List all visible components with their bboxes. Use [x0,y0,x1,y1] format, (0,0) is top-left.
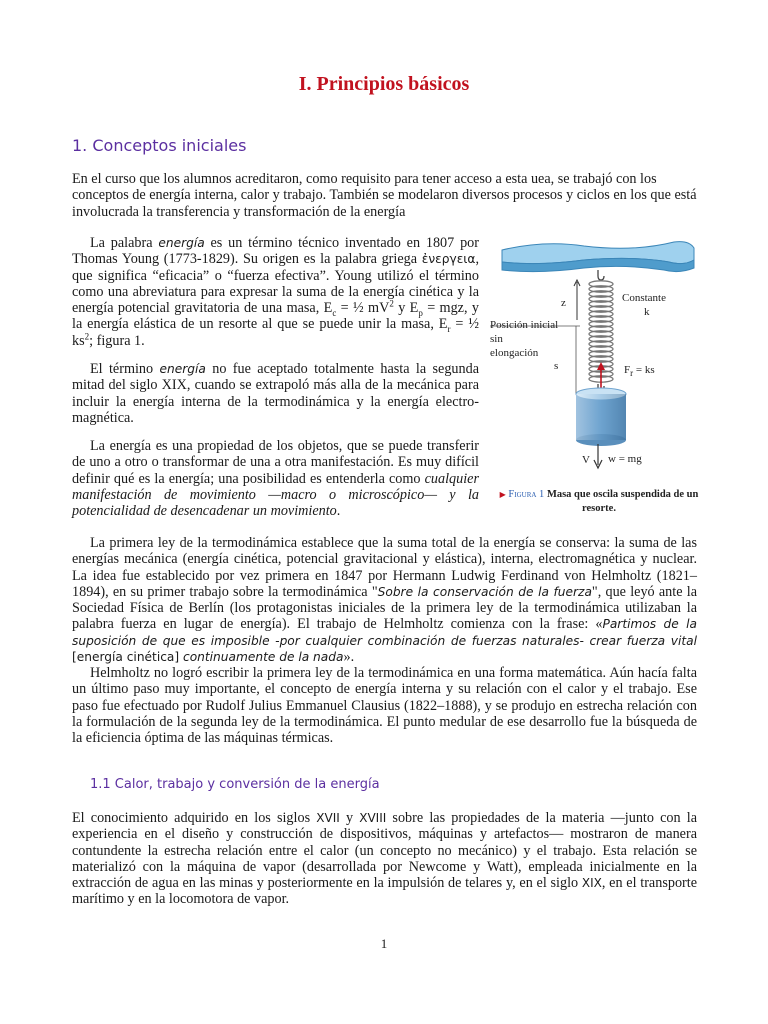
without-label: sin [490,333,503,345]
z-label: z [561,297,566,309]
subsection-heading: 1.1 Calor, trabajo y conversión de la energía [90,777,380,792]
page-number: 1 [380,936,388,951]
s-label: s [554,360,559,372]
initial-position-label: Posición inicial [490,319,559,331]
mass-cylinder [576,388,626,446]
paragraph-energy-word: La palabra energía es un término técnico inventado en 1807 por Thomas Young (1773-1829). Su origen es la palabra griega ἐνεργεια, que significa “eficacia” o “fuerza efectiva”. Young utilizó el término como una abreviatura para expresar la suma de la energía cinética y la energía potencial gravitatoria de una masa, $E_c$ = ½ $mV^2$ y $E_p$ = mgz, y la energía elástica de un resorte al que se puede unir la masa, $E_r$ = ½ $ks^2$; figura 1. [72,235,479,349]
elongation-label: elongación [490,347,539,359]
paragraph-first-law: La primera ley de la termodinámica establece que la suma total de la energía se conserva: la suma de las energías mecánica (energía cinética, potencial gravitacional y elástica), interna, electromagnética y nuclear. La idea fue establecido por vez primera en 1847 por Hermann Ludwig Ferdinand von Helmholtz (1821–1894), en su primer trabajo sobre la termodinámica "Sobre la conservación de la fuerza", que leyó ante la Sociedad Física de Berlín (los protagonistas iniciales de la primera ley de la termodinámica utilizaban la palabra fuerza en lugar de energía). El trabajo de Helmholtz comienza con la frase: «Partimos de la suposición de que es imposible -por cualquier combinación de fuerzas naturales- crear fuerza vital [energía cinética] continuamente de la nada». [72,535,697,666]
k-label: k [644,306,650,318]
section-heading: 1. Conceptos iniciales [72,136,247,155]
paragraph-term-acceptance: El término energía no fue aceptado totalmente hasta la segunda mitad del siglo XIX, cuando se extrapoló más alla de la mecánica para incluir la energía interna de la termodinámica y la energía electro-magnética. [72,361,479,426]
spring-force-label: $F_r$ = ks [624,364,655,379]
caption-triangle-icon: ▶ [499,490,506,499]
paragraph-heat-work: El conocimiento adquirido en los siglos XVII y XVIII sobre las propiedades de la materia —junto con la experiencia en el diseño y construcción de dispositivos, máquinas y artefactos— mostraron de manera contundente la estrecha relación entre el calor (un concepto no mecánico) y el trabajo. Esta relación se materializó con la máquina de vapor (desarrollada por Newcome y Watt), empleada inicialmente en la extracción de agua en las minas y posteriormente en la impulsión de telares y, en el siglo XIX, en el transporte marítimo y en la locomotora de vapor. [72,810,698,908]
figure-spring-mass [484,222,714,522]
page-title: I. Principios básicos [298,73,470,95]
top-hook [598,270,604,280]
constant-label: Constante [622,292,666,304]
figure-caption: ▶ Figura 1 Masa que oscila suspendida de un resorte. [499,489,699,514]
paragraph-intro: En el curso que los alumnos acreditaron, como requisito para tener acceso a esta uea, se trabajó con los conceptos de energía interna, calor y trabajo. También se modelaron diversos procesos y ciclos en los que está involucrada la transferencia y transformación de la energía [72,171,697,220]
paragraph-energy-property: La energía es una propiedad de los objetos, que se puede transferir de uno a otro o transformar de una a otra manifestación. Es muy difícil definir qué es la energía; una posibilidad es entenderla como cualquier manifestación de movimiento —macro o microscópico— y la potencialidad de desencadenar un movimiento. [72,438,479,520]
paragraph-helmholtz: Helmholtz no logró escribir la primera ley de la termodinámica en una forma matemática. Aún hacía falta un último paso muy importante, el concepto de energía interna y su relación con el calor y el trabajo. Ese paso fue efectuado por Rudolf Julius Emmanuel Clausius (1822–1888), y se produjo en estrecha relación con la formulación de la segunda ley de la termodinámica. El punto medular de ese desarrollo fue la búsqueda de la eficiencia óptima de las máquinas térmicas. [72,665,697,747]
weight-label: w = mg [608,453,642,465]
velocity-label: V [582,454,590,466]
ceiling-slab [502,242,694,272]
